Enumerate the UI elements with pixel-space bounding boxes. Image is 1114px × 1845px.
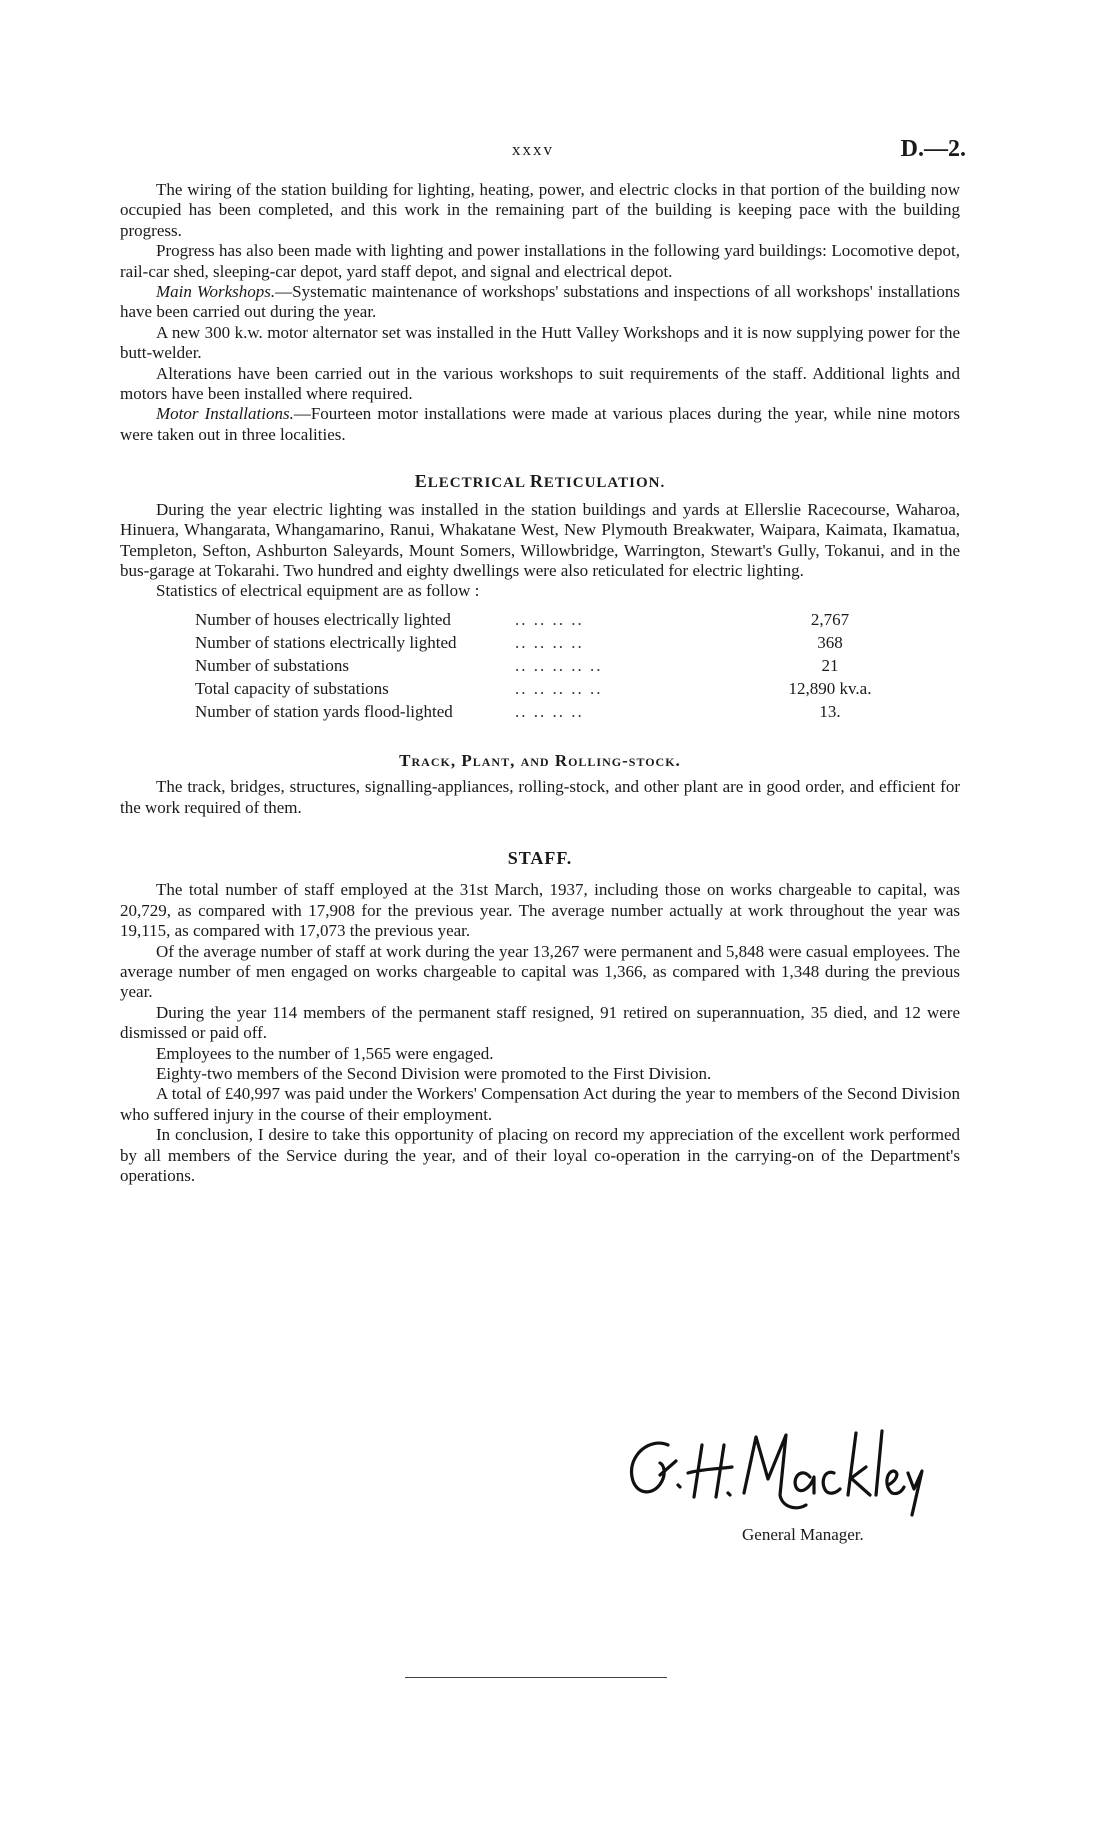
staff-paragraph-engaged: Employees to the number of 1,565 were engaged. (156, 1043, 494, 1063)
leader-dots: .. .. .. .. .. (515, 655, 603, 675)
stat-value: 13. (819, 701, 841, 721)
intro-paragraph-motor-installations (120, 404, 960, 445)
leader-dots: .. .. .. .. (515, 609, 584, 629)
stat-value: 368 (817, 632, 843, 652)
page-number: xxxv (512, 140, 554, 159)
track-heading: Track, Plant, and Rolling-stock. (399, 750, 681, 770)
intro-section (120, 180, 960, 445)
staff-paragraph-departures: During the year 114 members of the permanent staff resigned, 91 retired on superannuation, 35 died, and 12 were dismissed or paid off. (120, 1002, 960, 1043)
stat-label: Number of substations (195, 655, 349, 675)
stat-label: Number of stations electrically lighted (195, 632, 457, 652)
table-row (195, 679, 915, 702)
reticulation-heading: ELECTRICAL RETICULATION. (414, 471, 666, 492)
track-section (120, 751, 960, 818)
staff-paragraph-compensation: A total of £40,997 was paid under the Workers' Compensation Act during the year to members of the Second Division who suffered injury in the course of their employment. (120, 1084, 960, 1124)
staff-heading: STAFF. (507, 847, 573, 868)
closing-rule (405, 1677, 667, 1678)
intro-paragraph-alterations: Alterations have been carried out in the various workshops to suit requirements of the staff. Additional lights and motors have been installed where required. (120, 363, 960, 404)
reticulation-section (120, 471, 960, 724)
page-header (0, 136, 1114, 166)
table-row (195, 702, 915, 725)
staff-paragraph-average: Of the average number of staff at work during the year 13,267 were permanent and 5,848 were casual employees. The average number of men engaged on works chargeable to capital was 1,366, as compared with 1,348 during the previous year. (120, 941, 960, 1002)
table-row (195, 656, 915, 679)
table-row (195, 633, 915, 656)
table-row (195, 610, 915, 633)
stat-label: Number of houses electrically lighted (195, 609, 451, 629)
main-workshops-text: —Systematic maintenance of workshops' substations and inspections of all workshops' installations have been carried out during the year. (120, 282, 960, 322)
leader-dots: .. .. .. .. (515, 632, 584, 652)
main-workshops-heading: Main Workshops. (156, 282, 276, 302)
leader-dots: .. .. .. .. (515, 701, 584, 721)
stat-label: Number of station yards flood-lighted (195, 701, 453, 721)
track-paragraph: The track, bridges, structures, signalling-appliances, rolling-stock, and other plant are in good order, and efficient for the work required of them. (120, 777, 960, 817)
stat-value: 21 (821, 655, 839, 675)
staff-paragraph-conclusion: In conclusion, I desire to take this opportunity of placing on record my appreciation of the excellent work performed by all members of the Service during the year, and of their loyal co-operation in the carrying-on of the Department's operations. (120, 1125, 960, 1186)
staff-paragraph-totals: The total number of staff employed at the 31st March, 1937, including those on works chargeable to capital, was 20,729, as compared with 17,908 for the previous year. The average number actually at work throughout the year was 19,115, as compared with 17,073 the previous year. (120, 880, 960, 941)
intro-paragraph-main-workshops (120, 282, 960, 323)
stat-value: 2,767 (810, 609, 850, 629)
signatory-title: General Manager. (742, 1525, 864, 1544)
stat-label: Total capacity of substations (195, 678, 389, 698)
intro-paragraph-wiring: The wiring of the station building for lighting, heating, power, and electric clocks in that portion of the building now occupied has been completed, and this work in the remaining part of the building is keeping pace with the building progress. (120, 180, 960, 240)
statistics-table (195, 610, 915, 725)
motor-installations-heading: Motor Installations. (156, 404, 294, 424)
intro-paragraph-yard-buildings: Progress has also been made with lighting and power installations in the following yard buildings: Locomotive depot, rail-car shed, sleeping-car depot, yard staff depot, and signal and electrical depot. (120, 241, 960, 281)
document-reference: D.—2. (900, 136, 966, 162)
reticulation-paragraph: During the year electric lighting was installed in the station buildings and yards at Ellerslie Racecourse, Waharoa, Hinuera, Whangarata, Whangamarino, Ranui, Whakatane West, New Plymouth Breakwater, Waipara, Kaimata, Ikamatua, Templeton, Sefton, Ashburton Saleyards, Mount Somers, Willowbridge, Warrington, Stewart's Gully, Tokanui, and in the bus-garage at Tokarahi. Two hundred and eighty dwellings were also reticulated for electric lighting. (120, 499, 960, 580)
stats-intro: Statistics of electrical equipment are as follow : (156, 581, 480, 601)
leader-dots: .. .. .. .. .. (515, 678, 603, 698)
staff-paragraph-promoted: Eighty-two members of the Second Division were promoted to the First Division. (156, 1064, 712, 1083)
staff-section (120, 848, 960, 1187)
stat-value: 12,890 kv.a. (788, 678, 872, 698)
intro-paragraph-alternator: A new 300 k.w. motor alternator set was installed in the Hutt Valley Workshops and it is now supplying power for the butt-welder. (120, 322, 960, 363)
document-body (120, 180, 960, 1186)
motor-installations-text: —Fourteen motor installations were made at various places during the year, while nine motors were taken out in three localities. (120, 404, 960, 444)
handwritten-signature (610, 1415, 940, 1525)
